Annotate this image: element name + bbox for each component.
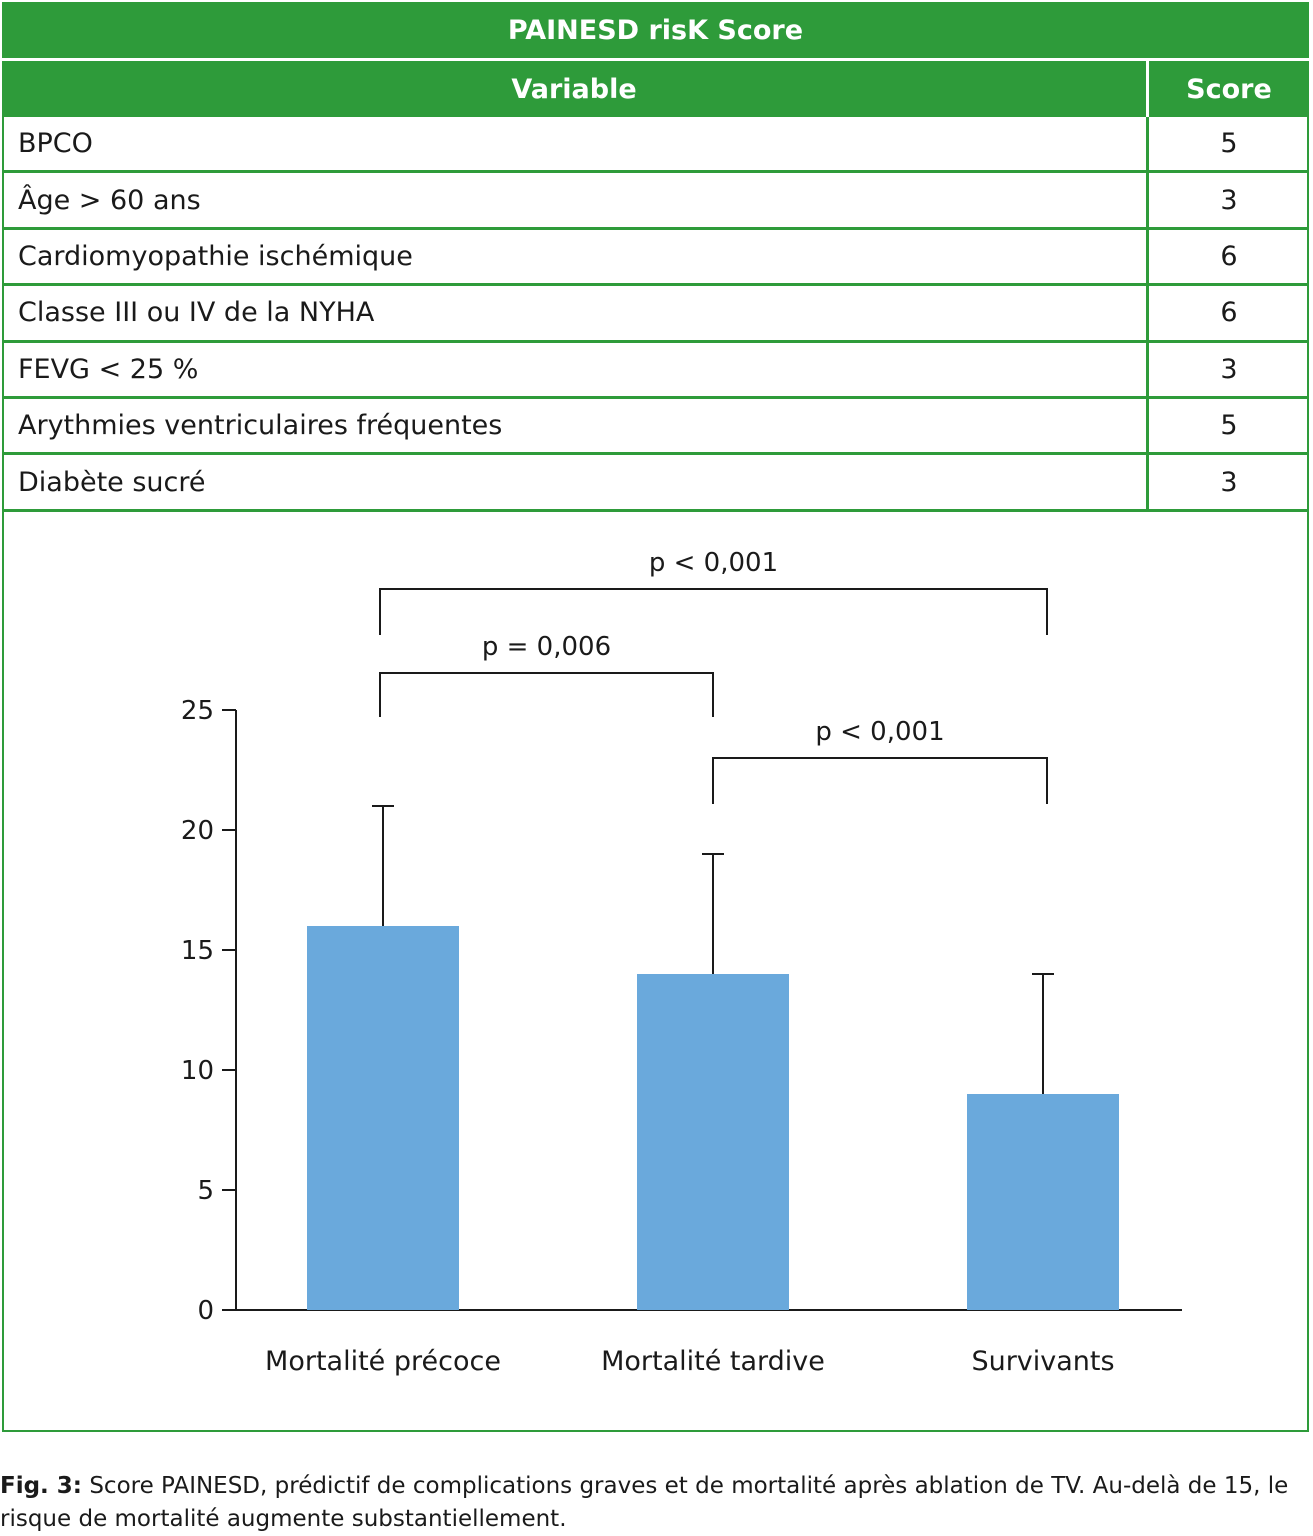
header-score: Score — [1186, 73, 1272, 105]
row-score: 6 — [1220, 297, 1238, 329]
row-variable: Diabète sucré — [18, 466, 206, 498]
row-score: 3 — [1220, 184, 1238, 216]
bar — [307, 926, 459, 1310]
row-score: 5 — [1220, 410, 1238, 442]
significance-label: p < 0,001 — [648, 548, 779, 578]
bar — [637, 974, 789, 1310]
row-score: 5 — [1220, 128, 1238, 160]
row-variable: Classe III ou IV de la NYHA — [18, 297, 375, 329]
significance-bracket — [380, 589, 1047, 635]
row-score: 6 — [1220, 240, 1238, 272]
row-variable: Âge > 60 ans — [18, 184, 201, 216]
figure-caption — [0, 1470, 1313, 1536]
significance-label: p = 0,006 — [481, 632, 612, 662]
caption-text: Score PAINESD, prédictif de complications graves et de mortalité après ablation de TV. Au-delà de 15, le risque de mortalité augmente substantiellement. — [0, 1473, 1289, 1532]
y-tick-label: 25 — [180, 696, 214, 726]
header-variable: Variable — [511, 73, 637, 105]
row-variable: Arythmies ventriculaires fréquentes — [18, 410, 503, 442]
y-tick-label: 0 — [197, 1296, 214, 1326]
x-tick-label: Mortalité précoce — [265, 1346, 501, 1377]
caption-label: Fig. 3: — [0, 1473, 83, 1499]
row-variable: BPCO — [18, 128, 93, 160]
significance-bracket — [380, 673, 713, 717]
x-tick-label: Mortalité tardive — [601, 1346, 825, 1377]
y-tick-label: 5 — [197, 1176, 214, 1206]
row-variable: FEVG < 25 % — [18, 353, 199, 385]
x-tick-label: Survivants — [971, 1346, 1115, 1377]
row-score: 3 — [1220, 466, 1238, 498]
row-score: 3 — [1220, 353, 1238, 385]
table-title: PAINESD risK Score — [2, 2, 1309, 58]
y-tick-label: 20 — [180, 816, 214, 846]
significance-bracket — [713, 758, 1047, 804]
row-variable: Cardiomyopathie ischémique — [18, 240, 413, 272]
bar — [967, 1094, 1119, 1310]
significance-label: p < 0,001 — [815, 717, 945, 747]
y-tick-label: 15 — [180, 936, 214, 966]
y-tick-label: 10 — [180, 1056, 214, 1086]
